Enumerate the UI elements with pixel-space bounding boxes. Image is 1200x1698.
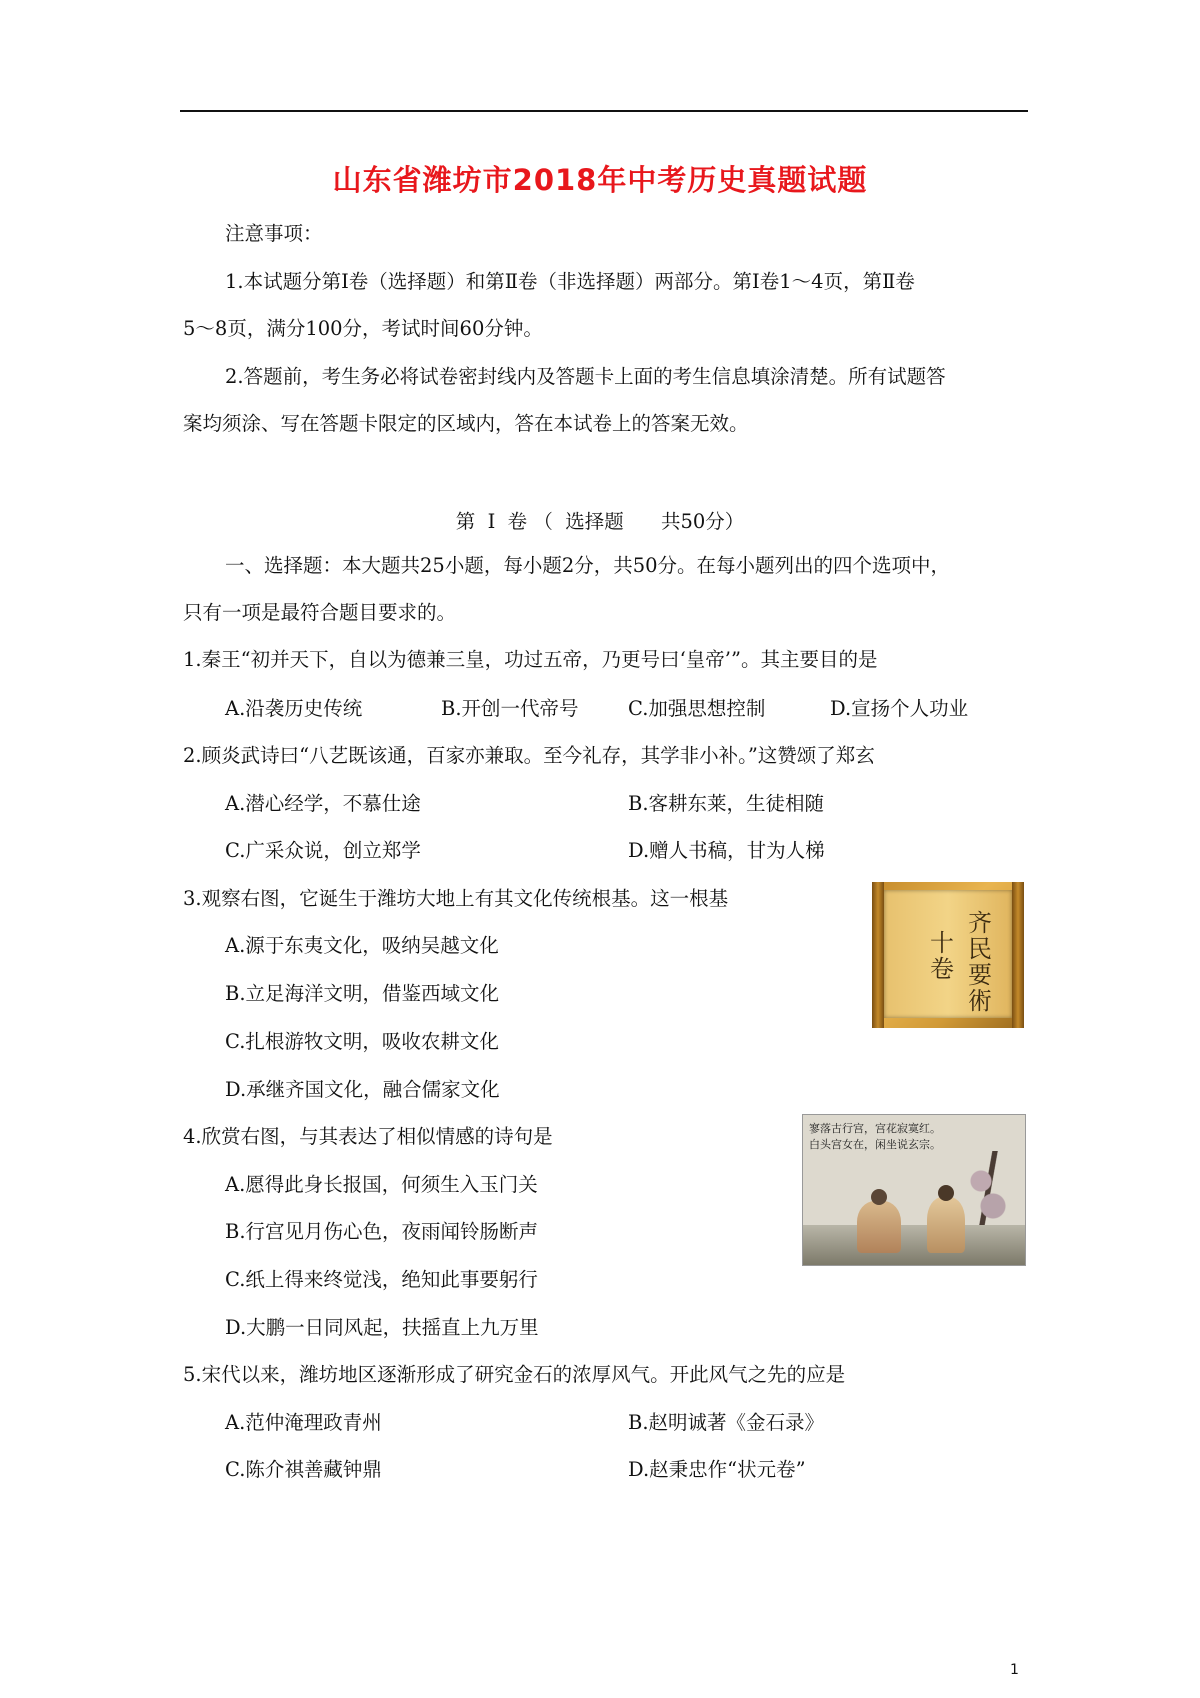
book-title-text: 齐民要 — [968, 909, 992, 989]
question-1-option-a: A.沿袭历史传统 — [225, 697, 363, 720]
notice-item2-line1: 2.答题前，考生务必将试卷密封线内及答题卡上面的考生信息填涂清楚。所有试题答 — [225, 365, 946, 388]
question-2-option-a: A.潜心经学，不慕仕途 — [225, 792, 421, 815]
notice-item2-line2: 案均须涂、写在答题卡限定的区域内，答在本试卷上的答案无效。 — [183, 412, 749, 435]
painting-figure-right — [927, 1197, 965, 1253]
page-title: 山东省潍坊市2018年中考历史真题试题 — [332, 163, 868, 197]
scroll-roller-left — [872, 882, 884, 1028]
question-3-option-b: B.立足海洋文明，借鉴西域文化 — [225, 982, 500, 1005]
question-5-option-b: B.赵明诚著《金石录》 — [628, 1411, 825, 1434]
instructions-line1: 一、选择题：本大题共25小题，每小题2分，共50分。在每小题列出的四个选项中， — [225, 554, 951, 577]
palace-maids-painting — [802, 1114, 1026, 1266]
painting-figure-left — [857, 1201, 901, 1253]
question-3-option-c: C.扎根游牧文明，吸收农耕文化 — [225, 1030, 499, 1053]
book-title-col2: 十卷 — [930, 929, 954, 983]
question-3-option-d: D.承继齐国文化，融合儒家文化 — [225, 1078, 500, 1101]
notice-heading: 注意事项： — [225, 222, 323, 245]
question-4-option-a: A.愿得此身长报国，何须生入玉门关 — [225, 1173, 538, 1196]
book-cover — [884, 890, 1012, 1018]
question-1-option-c: C.加强思想控制 — [628, 697, 766, 720]
header-rule — [180, 110, 1028, 112]
notice-item1-line1: 1.本试题分第Ⅰ卷（选择题）和第Ⅱ卷（非选择题）两部分。第Ⅰ卷1～4页，第Ⅱ卷 — [225, 270, 915, 293]
page-number: 1 — [1010, 1662, 1019, 1678]
question-2-option-b: B.客耕东莱，生徒相随 — [628, 792, 825, 815]
qimin-yaoshu-book-image — [872, 882, 1024, 1028]
instructions-line2: 只有一项是最符合题目要求的。 — [183, 601, 457, 624]
question-3-stem: 3.观察右图，它诞生于潍坊大地上有其文化传统根基。这一根基 — [183, 887, 729, 910]
question-4-option-c: C.纸上得来终觉浅，绝知此事要躬行 — [225, 1268, 538, 1291]
question-4-option-d: D.大鹏一日同风起，扶摇直上九万里 — [225, 1316, 539, 1339]
question-5-option-a: A.范仲淹理政青州 — [225, 1411, 382, 1434]
question-2-stem: 2.顾炎武诗曰“八艺既该通，百家亦兼取。至今礼存，其学非小补。”这赞颂了郑玄 — [183, 744, 875, 767]
painting-ground — [803, 1225, 1025, 1265]
question-1-option-d: D.宣扬个人功业 — [830, 697, 969, 720]
question-4-stem: 4.欣赏右图，与其表达了相似情感的诗句是 — [183, 1125, 553, 1148]
scroll-roller-right — [1012, 882, 1024, 1028]
question-1-stem: 1.秦王“初并天下，自以为德兼三皇，功过五帝，乃更号曰‘皇帝’”。其主要目的是 — [183, 648, 878, 671]
question-5-option-d: D.赵秉忠作“状元卷” — [628, 1458, 806, 1481]
question-4-option-b: B.行宫见月伤心色，夜雨闻铃肠断声 — [225, 1220, 539, 1243]
book-title-col1 — [968, 910, 994, 1014]
painting-poem-line2: 白头宫女在，闲坐说玄宗。 — [809, 1138, 941, 1151]
question-3-option-a: A.源于东夷文化，吸纳吴越文化 — [225, 934, 499, 957]
question-5-option-c: C.陈介祺善藏钟鼎 — [225, 1458, 382, 1481]
question-5-stem: 5.宋代以来，潍坊地区逐渐形成了研究金石的浓厚风气。开此风气之先的应是 — [183, 1363, 846, 1386]
painting-poem-line1: 寥落古行宫，宫花寂寞红。 — [809, 1122, 941, 1135]
section-title: 第 Ⅰ 卷 （ 选择题 共50分） — [455, 510, 745, 533]
question-2-option-c: C.广采众说，创立郑学 — [225, 839, 421, 862]
book-title-text-end: 術 — [968, 987, 992, 1015]
notice-item1-line2: 5～8页，满分100分，考试时间60分钟。 — [183, 317, 543, 340]
painting-poem — [809, 1121, 1021, 1153]
question-2-option-d: D.赠人书稿，甘为人梯 — [628, 839, 825, 862]
question-1-option-b: B.开创一代帝号 — [441, 697, 579, 720]
